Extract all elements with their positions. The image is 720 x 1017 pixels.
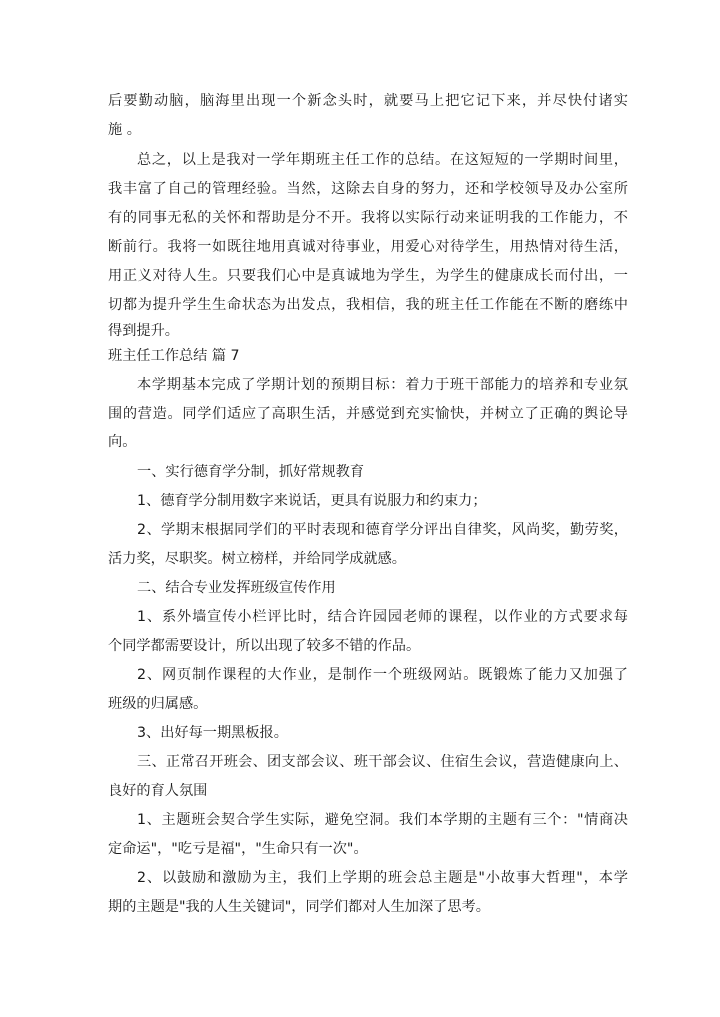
paragraph-line: 切都为提升学生生命状态为出发点，我相信，我的班主任工作能在不断的磨练中 [108, 297, 628, 313]
list-item: 3、出好每一期黑板报。 [137, 725, 288, 741]
subheading: 三、正常召开班会、团支部会议、班干部会议、住宿生会议，营造健康向上、 [137, 754, 628, 770]
paragraph-line: 我丰富了自己的管理经验。当然，这除去自身的努力，还和学校领导及办公室所 [108, 181, 628, 197]
paragraph-line: 总之，以上是我对一学年期班主任工作的总结。在这短短的一学期时间里， [137, 152, 628, 168]
list-item: 个同学都需要设计，所以出现了较多不错的作品。 [108, 638, 421, 654]
list-item: 1、主题班会契合学生实际，避免空洞。我们本学期的主题有三个："情商决 [137, 812, 628, 828]
list-item: 活力奖，尽职奖。树立榜样，并给同学成就感。 [108, 551, 406, 567]
paragraph-line: 向。 [108, 434, 137, 450]
paragraph-line: 得到提升。 [108, 323, 179, 339]
paragraph-line: 断前行。我将一如既往地用真诚对待事业，用爱心对待学生，用热情对待生活， [108, 239, 628, 255]
paragraph-line: 围的营造。同学们适应了高职生活，并感觉到充实愉快，并树立了正确的舆论导 [108, 406, 628, 422]
list-item: 期的主题是"我的人生关键词"，同学们都对人生加深了思考。 [108, 899, 490, 915]
paragraph-line: 有的同事无私的关怀和帮助是分不开。我将以实际行动来证明我的工作能力，不 [108, 210, 628, 226]
list-item: 1、德育学分制用数字来说话，更具有说服力和约束力； [137, 493, 487, 509]
paragraph-line: 用正义对待人生。只要我们心中是真诚地为学生，为学生的健康成长而付出，一 [108, 268, 628, 284]
list-item: 定命运"，"吃亏是福"，"生命只有一次"。 [108, 841, 368, 857]
paragraph-line: 本学期基本完成了学期计划的预期目标：着力于班干部能力的培养和专业氛 [137, 377, 628, 393]
list-item: 2、网页制作课程的大作业，是制作一个班级网站。既锻炼了能力又加强了 [137, 667, 628, 683]
list-item: 1、系外墙宣传小栏评比时，结合许园园老师的课程，以作业的方式要求每 [137, 609, 628, 625]
list-item: 班级的归属感。 [108, 696, 208, 712]
subheading: 良好的育人氛围 [108, 783, 208, 799]
subheading: 一、实行德育学分制，抓好常规教育 [137, 464, 365, 480]
paragraph-line: 施 。 [108, 122, 141, 138]
section-heading: 班主任工作总结 篇 7 [108, 348, 240, 364]
list-item: 2、以鼓励和激励为主，我们上学期的班会总主题是"小故事大哲理"，本学 [137, 870, 628, 886]
paragraph-line: 后要勤动脑，脑海里出现一个新念头时，就要马上把它记下来，并尽快付诸实 [108, 93, 628, 109]
list-item: 2、学期末根据同学们的平时表现和德育学分评出自律奖，风尚奖，勤劳奖， [137, 522, 628, 538]
subheading: 二、结合专业发挥班级宣传作用 [137, 580, 336, 596]
